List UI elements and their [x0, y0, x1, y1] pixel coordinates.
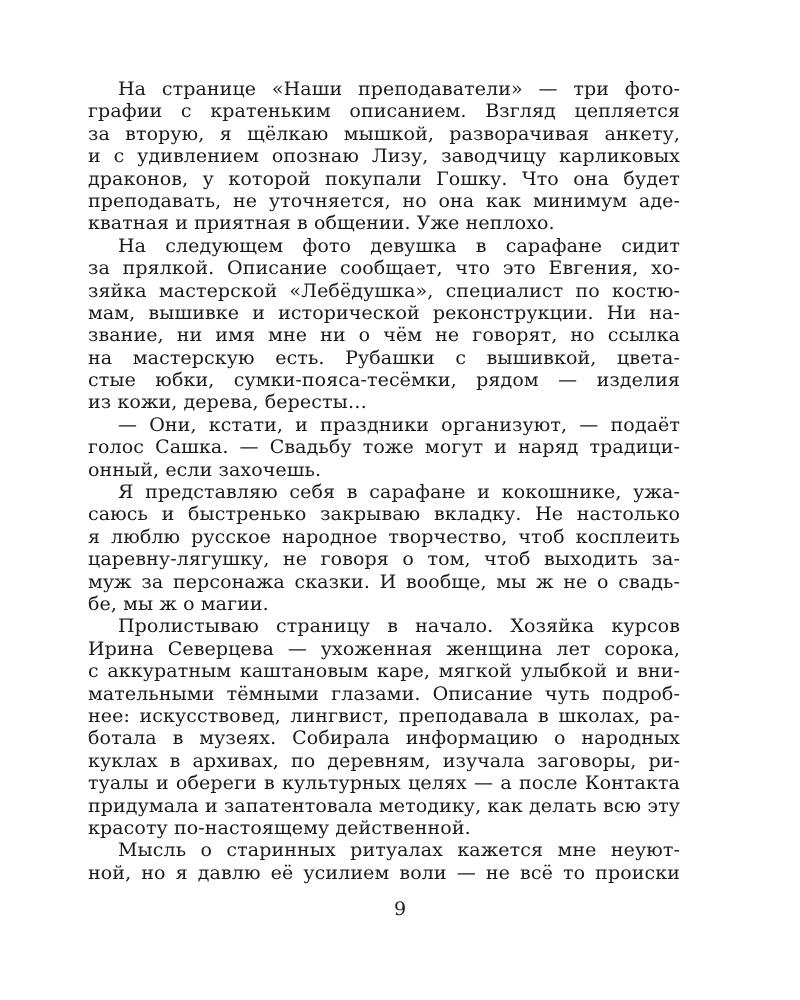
text-line: бе, мы ж о магии. — [88, 592, 269, 615]
text-line: звание, ни имя мне ни о чём не говорят, но ссылка — [88, 324, 680, 347]
text-line: из кожи, дерева, бересты… — [88, 391, 367, 414]
text-line: ной, но я давлю её усилием воли — не всё то происки — [88, 861, 680, 884]
text-line: с аккуратным каштановым каре, мягкой улыбкой и вни- — [88, 660, 680, 683]
text-line: графии с кратеньким описанием. Взгляд цепляется — [88, 100, 680, 123]
text-line: туалы и обереги в культурных целях — а после Контакта — [88, 772, 680, 795]
text-line: кватная и приятная в общении. Уже неплохо. — [88, 212, 555, 235]
text-line: — Они, кстати, и праздники организуют, — подаёт — [118, 413, 680, 436]
text-line: голос Сашка. — Свадьбу тоже могут и наряд традици- — [88, 436, 680, 459]
text-line: драконов, у которой покупали Гошку. Что она будет — [88, 167, 680, 190]
text-line: преподавать, не уточняется, но она как минимум аде- — [88, 189, 680, 212]
text-line: стые юбки, сумки-пояса-тесёмки, рядом — изделия — [88, 369, 680, 392]
text-line: куклах в архивах, по деревням, изучала заговоры, ри- — [88, 749, 680, 772]
text-line: Ирина Северцева — ухоженная женщина лет сорока, — [88, 637, 680, 660]
text-line: я люблю русское народное творчество, чтоб косплеить — [88, 525, 680, 548]
text-line: саюсь и быстренько закрываю вкладку. Не настолько — [88, 503, 680, 526]
body-text — [88, 78, 680, 884]
text-line: На странице «Наши преподаватели» — три фото- — [118, 78, 680, 100]
text-line: за вторую, я щёлкаю мышкой, разворачивая анкету, — [88, 122, 680, 145]
text-line: нее: искусствовед, лингвист, преподавала в школах, ра- — [88, 704, 680, 727]
text-line: мам, вышивке и исторической реконструкции. Ни на- — [88, 301, 680, 324]
text-line: мательными тёмными глазами. Описание чуть подроб- — [88, 682, 680, 705]
text-line: и с удивлением опознаю Лизу, заводчицу карликовых — [88, 145, 680, 168]
text-line: Я представляю себя в сарафане и кокошнике, ужа- — [118, 481, 680, 504]
text-line: за прялкой. Описание сообщает, что это Евгения, хо- — [88, 257, 680, 280]
text-line: На следующем фото девушка в сарафане сидит — [118, 234, 680, 257]
text-line: зяйка мастерской «Лебёдушка», специалист по костю- — [88, 279, 680, 302]
page-number: 9 — [393, 898, 407, 920]
text-line: Мысль о старинных ритуалах кажется мне неуют- — [118, 839, 680, 862]
text-line: придумала и запатентовала методику, как делать всю эту — [88, 794, 680, 817]
text-line: на мастерскую есть. Рубашки с вышивкой, цвета- — [88, 346, 680, 369]
text-line: красоту по-настоящему действенной. — [88, 816, 471, 839]
text-line: царевну-лягушку, не говоря о том, чтоб выходить за- — [88, 548, 680, 571]
text-line: ботала в музеях. Собирала информацию о народных — [88, 727, 680, 750]
text-line: Пролистываю страницу в начало. Хозяйка курсов — [118, 615, 680, 638]
text-line: муж за персонажа сказки. И вообще, мы ж не о свадь- — [88, 570, 680, 593]
text-line: онный, если захочешь. — [88, 458, 322, 481]
